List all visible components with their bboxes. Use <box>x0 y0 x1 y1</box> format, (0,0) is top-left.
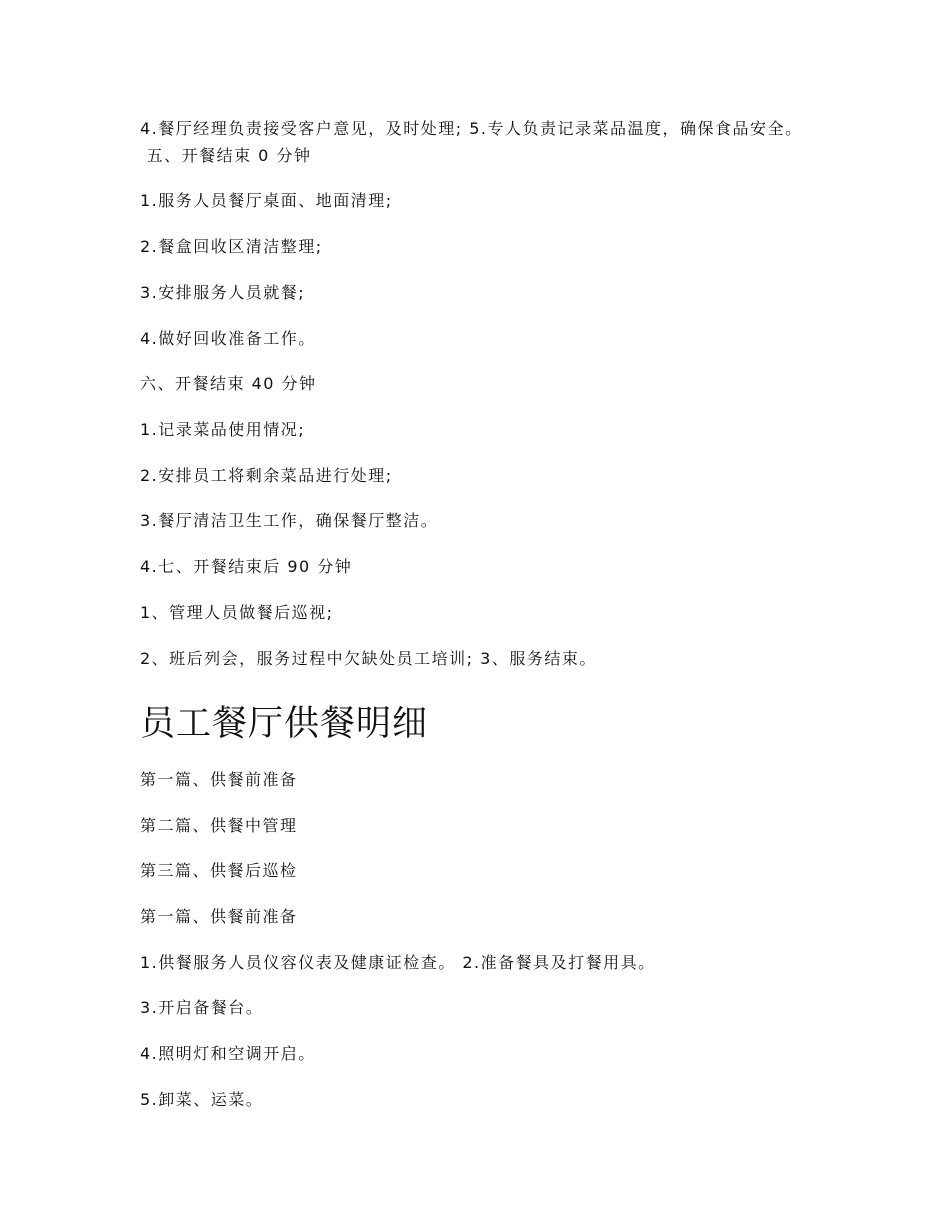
paragraph: 1、管理人员做餐后巡视; <box>140 603 334 622</box>
paragraph: 1.记录菜品使用情况; <box>140 420 306 439</box>
section-heading: 六、开餐结束 40 分钟 <box>140 374 317 393</box>
paragraph: 2.安排员工将剩余菜品进行处理; <box>140 466 393 485</box>
paragraph: 第一篇、供餐前准备 <box>140 907 298 926</box>
paragraph: 4.照明灯和空调开启。 <box>140 1044 316 1063</box>
paragraph: 3.开启备餐台。 <box>140 998 264 1017</box>
paragraph: 第二篇、供餐中管理 <box>140 816 298 835</box>
paragraph: 2、班后列会，服务过程中欠缺处员工培训; 3、服务结束。 <box>140 649 597 668</box>
paragraph: 2.餐盒回收区清洁整理; <box>140 237 323 256</box>
paragraph: 1.供餐服务人员仪容仪表及健康证检查。 2.准备餐具及打餐用具。 <box>140 953 656 972</box>
paragraph: 3.餐厅清洁卫生工作，确保餐厅整洁。 <box>140 511 439 530</box>
paragraph: 1.服务人员餐厅桌面、地面清理; <box>140 191 393 210</box>
paragraph: 第三篇、供餐后巡检 <box>140 861 298 880</box>
paragraph: 第一篇、供餐前准备 <box>140 770 298 789</box>
page-title: 员工餐厅供餐明细 <box>140 704 429 744</box>
paragraph: 5.卸菜、运菜。 <box>140 1090 264 1109</box>
paragraph: 4.餐厅经理负责接受客户意见，及时处理; 5.专人负责记录菜品温度，确保食品安全。 <box>140 119 803 138</box>
section-heading: 五、开餐结束 0 分钟 <box>140 146 312 165</box>
paragraph: 4.七、开餐结束后 90 分钟 <box>140 557 353 576</box>
paragraph: 3.安排服务人员就餐; <box>140 283 306 302</box>
paragraph: 4.做好回收准备工作。 <box>140 329 316 348</box>
